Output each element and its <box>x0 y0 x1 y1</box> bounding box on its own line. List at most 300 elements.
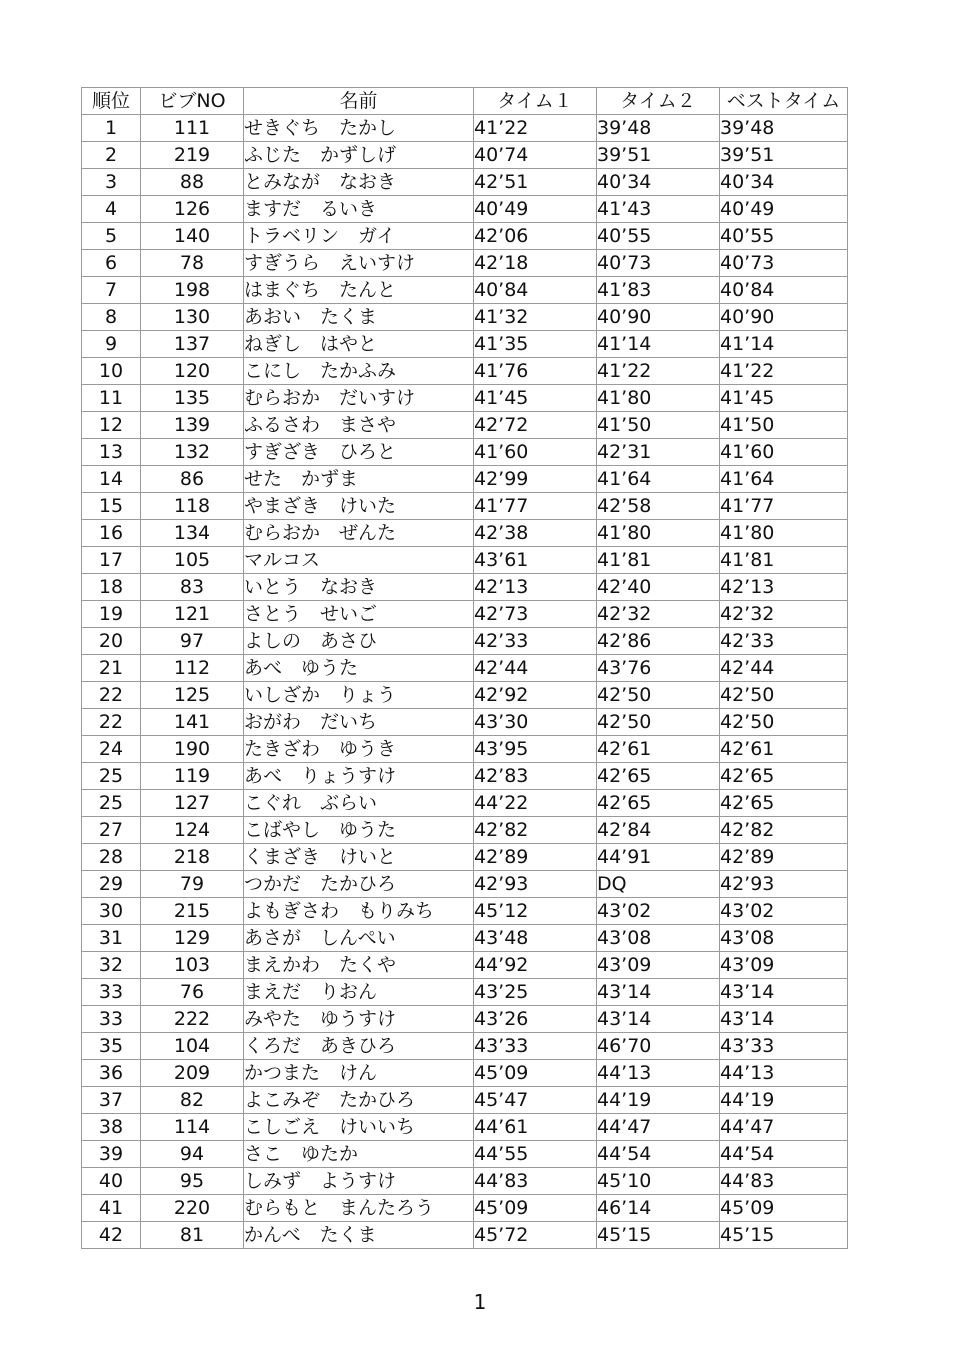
best-time-cell: 44’13 <box>720 1060 848 1087</box>
rank-cell: 42 <box>82 1222 141 1249</box>
rank-cell: 33 <box>82 1006 141 1033</box>
time-1-cell: 40’74 <box>474 142 597 169</box>
bib-no-cell: 140 <box>141 223 244 250</box>
rank-cell: 22 <box>82 709 141 736</box>
bib-no-cell: 218 <box>141 844 244 871</box>
name-cell: はまぐち たんと <box>244 277 474 304</box>
best-time-cell: 40’49 <box>720 196 848 223</box>
name-cell: さとう せいご <box>244 601 474 628</box>
time-2-cell: 41’83 <box>597 277 720 304</box>
time-2-cell: DQ <box>597 871 720 898</box>
time-1-cell: 44’92 <box>474 952 597 979</box>
rank-cell: 37 <box>82 1087 141 1114</box>
best-time-cell: 43’02 <box>720 898 848 925</box>
time-2-cell: 40’34 <box>597 169 720 196</box>
name-cell: くまざき けいと <box>244 844 474 871</box>
bib-no-cell: 79 <box>141 871 244 898</box>
best-time-cell: 42’50 <box>720 682 848 709</box>
table-row <box>82 412 848 439</box>
rank-cell: 25 <box>82 763 141 790</box>
time-1-cell: 42’33 <box>474 628 597 655</box>
table-row <box>82 763 848 790</box>
time-2-cell: 39’48 <box>597 115 720 142</box>
name-cell: こしごえ けいいち <box>244 1114 474 1141</box>
rank-cell: 30 <box>82 898 141 925</box>
time-2-cell: 42’40 <box>597 574 720 601</box>
bib-no-cell: 120 <box>141 358 244 385</box>
rank-cell: 32 <box>82 952 141 979</box>
time-1-cell: 43’33 <box>474 1033 597 1060</box>
bib-no-cell: 114 <box>141 1114 244 1141</box>
name-cell: せた かずま <box>244 466 474 493</box>
table-row <box>82 1141 848 1168</box>
time-2-cell: 44’47 <box>597 1114 720 1141</box>
name-cell: つかだ たかひろ <box>244 871 474 898</box>
bib-no-cell: 219 <box>141 142 244 169</box>
name-cell: やまざき けいた <box>244 493 474 520</box>
best-time-cell: 41’45 <box>720 385 848 412</box>
name-cell: よもぎさわ もりみち <box>244 898 474 925</box>
time-1-cell: 44’55 <box>474 1141 597 1168</box>
name-cell: くろだ あきひろ <box>244 1033 474 1060</box>
table-row <box>82 277 848 304</box>
best-time-cell: 42’65 <box>720 790 848 817</box>
rank-cell: 31 <box>82 925 141 952</box>
best-time-cell: 42’82 <box>720 817 848 844</box>
time-2-cell: 43’14 <box>597 979 720 1006</box>
name-cell: すぎざき ひろと <box>244 439 474 466</box>
name-cell: むらおか ぜんた <box>244 520 474 547</box>
best-time-cell: 44’19 <box>720 1087 848 1114</box>
table-row <box>82 331 848 358</box>
rank-cell: 15 <box>82 493 141 520</box>
bib-no-cell: 97 <box>141 628 244 655</box>
table-row <box>82 790 848 817</box>
best-time-cell: 39’51 <box>720 142 848 169</box>
time-1-cell: 42’83 <box>474 763 597 790</box>
name-cell: よこみぞ たかひろ <box>244 1087 474 1114</box>
table-row <box>82 304 848 331</box>
best-time-cell: 41’64 <box>720 466 848 493</box>
name-cell: あべ りょうすけ <box>244 763 474 790</box>
header-name: 名前 <box>244 88 474 115</box>
time-1-cell: 41’76 <box>474 358 597 385</box>
name-cell: ふるさわ まさや <box>244 412 474 439</box>
time-2-cell: 42’61 <box>597 736 720 763</box>
time-1-cell: 42’73 <box>474 601 597 628</box>
rank-cell: 19 <box>82 601 141 628</box>
bib-no-cell: 78 <box>141 250 244 277</box>
table-row <box>82 250 848 277</box>
name-cell: おがわ だいち <box>244 709 474 736</box>
name-cell: こぐれ ぶらい <box>244 790 474 817</box>
time-2-cell: 42’65 <box>597 790 720 817</box>
best-time-cell: 42’61 <box>720 736 848 763</box>
bib-no-cell: 198 <box>141 277 244 304</box>
time-2-cell: 41’80 <box>597 520 720 547</box>
time-2-cell: 41’14 <box>597 331 720 358</box>
rank-cell: 33 <box>82 979 141 1006</box>
time-1-cell: 41’35 <box>474 331 597 358</box>
time-2-cell: 40’90 <box>597 304 720 331</box>
name-cell: さこ ゆたか <box>244 1141 474 1168</box>
time-2-cell: 42’50 <box>597 709 720 736</box>
bib-no-cell: 88 <box>141 169 244 196</box>
name-cell: とみなが なおき <box>244 169 474 196</box>
time-1-cell: 42’89 <box>474 844 597 871</box>
table-row <box>82 655 848 682</box>
best-time-cell: 43’14 <box>720 979 848 1006</box>
rank-cell: 17 <box>82 547 141 574</box>
time-2-cell: 40’73 <box>597 250 720 277</box>
bib-no-cell: 215 <box>141 898 244 925</box>
table-row <box>82 115 848 142</box>
best-time-cell: 41’14 <box>720 331 848 358</box>
time-2-cell: 42’84 <box>597 817 720 844</box>
rank-cell: 41 <box>82 1195 141 1222</box>
header-time-1: タイム１ <box>474 88 597 115</box>
best-time-cell: 43’09 <box>720 952 848 979</box>
time-2-cell: 43’08 <box>597 925 720 952</box>
table-row <box>82 682 848 709</box>
time-2-cell: 41’81 <box>597 547 720 574</box>
time-1-cell: 42’93 <box>474 871 597 898</box>
time-2-cell: 42’50 <box>597 682 720 709</box>
rank-cell: 14 <box>82 466 141 493</box>
table-row <box>82 1114 848 1141</box>
time-1-cell: 43’61 <box>474 547 597 574</box>
table-row <box>82 871 848 898</box>
time-2-cell: 41’80 <box>597 385 720 412</box>
rank-cell: 35 <box>82 1033 141 1060</box>
best-time-cell: 41’22 <box>720 358 848 385</box>
time-2-cell: 42’31 <box>597 439 720 466</box>
time-2-cell: 42’58 <box>597 493 720 520</box>
time-2-cell: 42’86 <box>597 628 720 655</box>
table-row <box>82 223 848 250</box>
best-time-cell: 41’60 <box>720 439 848 466</box>
name-cell: こばやし ゆうた <box>244 817 474 844</box>
bib-no-cell: 105 <box>141 547 244 574</box>
rank-cell: 16 <box>82 520 141 547</box>
time-1-cell: 42’72 <box>474 412 597 439</box>
time-2-cell: 43’09 <box>597 952 720 979</box>
time-1-cell: 43’26 <box>474 1006 597 1033</box>
header-rank: 順位 <box>82 88 141 115</box>
time-1-cell: 43’30 <box>474 709 597 736</box>
table-row <box>82 817 848 844</box>
table-row <box>82 1168 848 1195</box>
bib-no-cell: 119 <box>141 763 244 790</box>
rank-cell: 25 <box>82 790 141 817</box>
results-table <box>81 87 848 1249</box>
table-row <box>82 520 848 547</box>
time-2-cell: 46’70 <box>597 1033 720 1060</box>
table-row <box>82 1222 848 1249</box>
rank-cell: 9 <box>82 331 141 358</box>
bib-no-cell: 132 <box>141 439 244 466</box>
time-1-cell: 42’18 <box>474 250 597 277</box>
name-cell: いとう なおき <box>244 574 474 601</box>
time-1-cell: 40’84 <box>474 277 597 304</box>
best-time-cell: 41’50 <box>720 412 848 439</box>
time-1-cell: 42’13 <box>474 574 597 601</box>
best-time-cell: 45’15 <box>720 1222 848 1249</box>
time-2-cell: 40’55 <box>597 223 720 250</box>
rank-cell: 20 <box>82 628 141 655</box>
name-cell: マルコス <box>244 547 474 574</box>
time-1-cell: 45’09 <box>474 1195 597 1222</box>
table-row <box>82 844 848 871</box>
page-number: 1 <box>473 1290 487 1314</box>
rank-cell: 40 <box>82 1168 141 1195</box>
bib-no-cell: 81 <box>141 1222 244 1249</box>
best-time-cell: 40’55 <box>720 223 848 250</box>
bib-no-cell: 141 <box>141 709 244 736</box>
table-row <box>82 1033 848 1060</box>
rank-cell: 22 <box>82 682 141 709</box>
table-row <box>82 952 848 979</box>
time-2-cell: 41’43 <box>597 196 720 223</box>
table-row <box>82 736 848 763</box>
time-1-cell: 41’77 <box>474 493 597 520</box>
time-2-cell: 39’51 <box>597 142 720 169</box>
rank-cell: 36 <box>82 1060 141 1087</box>
name-cell: かんべ たくま <box>244 1222 474 1249</box>
bib-no-cell: 222 <box>141 1006 244 1033</box>
name-cell: こにし たかふみ <box>244 358 474 385</box>
best-time-cell: 40’73 <box>720 250 848 277</box>
header-best-time: ベストタイム <box>720 88 848 115</box>
table-row <box>82 196 848 223</box>
time-1-cell: 43’25 <box>474 979 597 1006</box>
time-2-cell: 44’19 <box>597 1087 720 1114</box>
bib-no-cell: 209 <box>141 1060 244 1087</box>
best-time-cell: 42’13 <box>720 574 848 601</box>
best-time-cell: 40’90 <box>720 304 848 331</box>
time-1-cell: 41’32 <box>474 304 597 331</box>
rank-cell: 7 <box>82 277 141 304</box>
bib-no-cell: 86 <box>141 466 244 493</box>
bib-no-cell: 135 <box>141 385 244 412</box>
name-cell: ますだ るいき <box>244 196 474 223</box>
rank-cell: 5 <box>82 223 141 250</box>
header-row <box>82 88 848 115</box>
time-1-cell: 40’49 <box>474 196 597 223</box>
table-row <box>82 439 848 466</box>
bib-no-cell: 103 <box>141 952 244 979</box>
name-cell: よしの あさひ <box>244 628 474 655</box>
bib-no-cell: 190 <box>141 736 244 763</box>
table-row <box>82 1087 848 1114</box>
best-time-cell: 44’83 <box>720 1168 848 1195</box>
bib-no-cell: 124 <box>141 817 244 844</box>
time-1-cell: 44’61 <box>474 1114 597 1141</box>
table-row <box>82 493 848 520</box>
rank-cell: 3 <box>82 169 141 196</box>
bib-no-cell: 94 <box>141 1141 244 1168</box>
table-row <box>82 979 848 1006</box>
best-time-cell: 41’77 <box>720 493 848 520</box>
best-time-cell: 45’09 <box>720 1195 848 1222</box>
best-time-cell: 42’89 <box>720 844 848 871</box>
time-1-cell: 41’60 <box>474 439 597 466</box>
name-cell: あさが しんぺい <box>244 925 474 952</box>
rank-cell: 27 <box>82 817 141 844</box>
best-time-cell: 44’54 <box>720 1141 848 1168</box>
time-2-cell: 43’14 <box>597 1006 720 1033</box>
name-cell: ふじた かずしげ <box>244 142 474 169</box>
bib-no-cell: 129 <box>141 925 244 952</box>
bib-no-cell: 127 <box>141 790 244 817</box>
rank-cell: 29 <box>82 871 141 898</box>
bib-no-cell: 112 <box>141 655 244 682</box>
time-1-cell: 42’38 <box>474 520 597 547</box>
time-2-cell: 45’15 <box>597 1222 720 1249</box>
bib-no-cell: 137 <box>141 331 244 358</box>
bib-no-cell: 111 <box>141 115 244 142</box>
table-row <box>82 898 848 925</box>
name-cell: まえかわ たくや <box>244 952 474 979</box>
best-time-cell: 40’34 <box>720 169 848 196</box>
time-2-cell: 44’91 <box>597 844 720 871</box>
rank-cell: 6 <box>82 250 141 277</box>
name-cell: みやた ゆうすけ <box>244 1006 474 1033</box>
table-row <box>82 385 848 412</box>
best-time-cell: 42’93 <box>720 871 848 898</box>
rank-cell: 13 <box>82 439 141 466</box>
name-cell: むらおか だいすけ <box>244 385 474 412</box>
best-time-cell: 42’65 <box>720 763 848 790</box>
bib-no-cell: 125 <box>141 682 244 709</box>
time-1-cell: 45’47 <box>474 1087 597 1114</box>
rank-cell: 21 <box>82 655 141 682</box>
name-cell: あおい たくま <box>244 304 474 331</box>
table-row <box>82 574 848 601</box>
bib-no-cell: 139 <box>141 412 244 439</box>
time-2-cell: 41’64 <box>597 466 720 493</box>
time-2-cell: 43’02 <box>597 898 720 925</box>
results-table-header <box>82 88 848 115</box>
bib-no-cell: 121 <box>141 601 244 628</box>
rank-cell: 2 <box>82 142 141 169</box>
rank-cell: 11 <box>82 385 141 412</box>
time-1-cell: 42’44 <box>474 655 597 682</box>
rank-cell: 39 <box>82 1141 141 1168</box>
table-row <box>82 142 848 169</box>
time-1-cell: 42’51 <box>474 169 597 196</box>
time-2-cell: 44’54 <box>597 1141 720 1168</box>
rank-cell: 4 <box>82 196 141 223</box>
header-time-2: タイム２ <box>597 88 720 115</box>
time-2-cell: 41’50 <box>597 412 720 439</box>
time-2-cell: 42’65 <box>597 763 720 790</box>
best-time-cell: 44’47 <box>720 1114 848 1141</box>
table-row <box>82 1060 848 1087</box>
results-table-body <box>82 115 848 1249</box>
time-1-cell: 42’92 <box>474 682 597 709</box>
bib-no-cell: 134 <box>141 520 244 547</box>
time-2-cell: 42’32 <box>597 601 720 628</box>
name-cell: トラベリン ガイ <box>244 223 474 250</box>
best-time-cell: 42’32 <box>720 601 848 628</box>
bib-no-cell: 220 <box>141 1195 244 1222</box>
table-row <box>82 925 848 952</box>
name-cell: せきぐち たかし <box>244 115 474 142</box>
rank-cell: 38 <box>82 1114 141 1141</box>
rank-cell: 18 <box>82 574 141 601</box>
table-row <box>82 601 848 628</box>
best-time-cell: 42’44 <box>720 655 848 682</box>
rank-cell: 12 <box>82 412 141 439</box>
best-time-cell: 42’33 <box>720 628 848 655</box>
name-cell: かつまた けん <box>244 1060 474 1087</box>
table-row <box>82 547 848 574</box>
time-2-cell: 41’22 <box>597 358 720 385</box>
best-time-cell: 43’14 <box>720 1006 848 1033</box>
time-1-cell: 41’45 <box>474 385 597 412</box>
time-1-cell: 41’22 <box>474 115 597 142</box>
time-1-cell: 43’48 <box>474 925 597 952</box>
best-time-cell: 41’81 <box>720 547 848 574</box>
time-1-cell: 44’22 <box>474 790 597 817</box>
time-1-cell: 42’06 <box>474 223 597 250</box>
time-1-cell: 45’12 <box>474 898 597 925</box>
bib-no-cell: 130 <box>141 304 244 331</box>
name-cell: まえだ りおん <box>244 979 474 1006</box>
bib-no-cell: 82 <box>141 1087 244 1114</box>
bib-no-cell: 83 <box>141 574 244 601</box>
table-row <box>82 358 848 385</box>
name-cell: いしざか りょう <box>244 682 474 709</box>
name-cell: むらもと まんたろう <box>244 1195 474 1222</box>
rank-cell: 8 <box>82 304 141 331</box>
time-2-cell: 44’13 <box>597 1060 720 1087</box>
time-1-cell: 42’82 <box>474 817 597 844</box>
bib-no-cell: 118 <box>141 493 244 520</box>
table-row <box>82 169 848 196</box>
time-2-cell: 45’10 <box>597 1168 720 1195</box>
header-bib-no: ビブNO <box>141 88 244 115</box>
bib-no-cell: 76 <box>141 979 244 1006</box>
time-1-cell: 45’09 <box>474 1060 597 1087</box>
time-1-cell: 45’72 <box>474 1222 597 1249</box>
table-row <box>82 1195 848 1222</box>
table-row <box>82 1006 848 1033</box>
time-2-cell: 46’14 <box>597 1195 720 1222</box>
rank-cell: 24 <box>82 736 141 763</box>
rank-cell: 1 <box>82 115 141 142</box>
time-1-cell: 44’83 <box>474 1168 597 1195</box>
best-time-cell: 42’50 <box>720 709 848 736</box>
name-cell: すぎうら えいすけ <box>244 250 474 277</box>
time-1-cell: 42’99 <box>474 466 597 493</box>
bib-no-cell: 104 <box>141 1033 244 1060</box>
bib-no-cell: 126 <box>141 196 244 223</box>
best-time-cell: 40’84 <box>720 277 848 304</box>
name-cell: あべ ゆうた <box>244 655 474 682</box>
bib-no-cell: 95 <box>141 1168 244 1195</box>
best-time-cell: 39’48 <box>720 115 848 142</box>
name-cell: しみず ようすけ <box>244 1168 474 1195</box>
time-1-cell: 43’95 <box>474 736 597 763</box>
time-2-cell: 43’76 <box>597 655 720 682</box>
table-row <box>82 709 848 736</box>
table-row <box>82 466 848 493</box>
name-cell: たきざわ ゆうき <box>244 736 474 763</box>
rank-cell: 10 <box>82 358 141 385</box>
table-row <box>82 628 848 655</box>
